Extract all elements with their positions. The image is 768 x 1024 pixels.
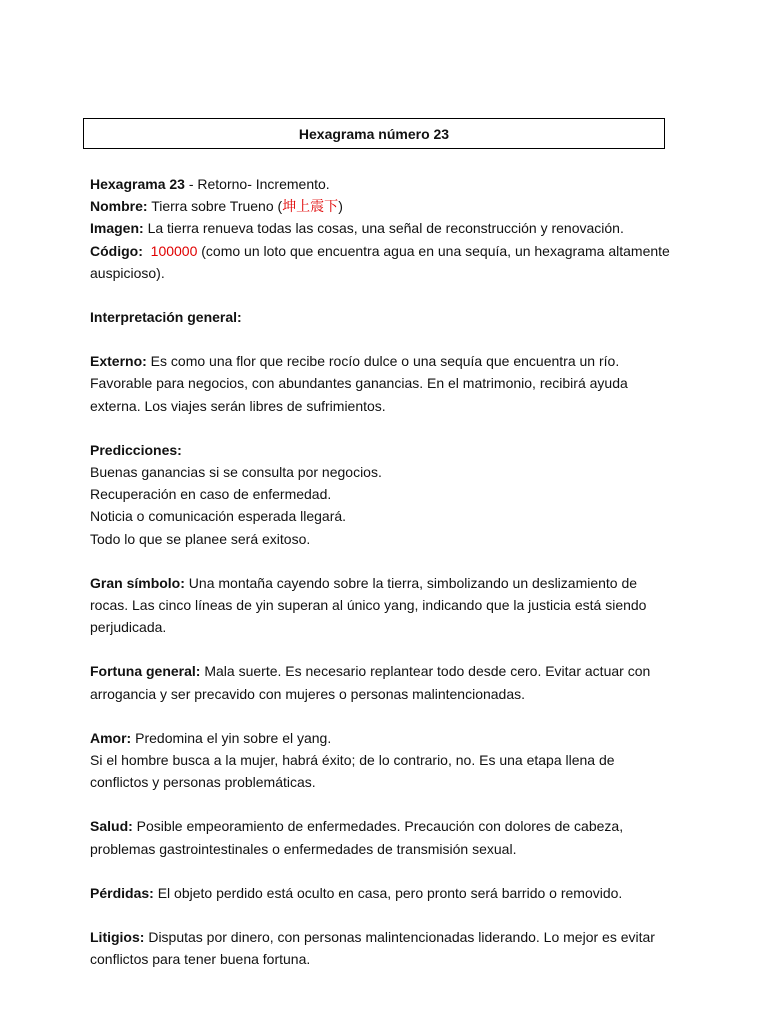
imagen-line xyxy=(90,217,670,239)
nombre-chinese: 坤上震下 xyxy=(282,198,339,215)
litigios-text: Disputas por dinero, con personas malintencionadas liderando. Lo mejor es evitar conflictos para tener buena fortuna. xyxy=(90,929,655,968)
amor-text: Predomina el yin sobre el yang. xyxy=(131,729,332,746)
codigo-value: 100000 xyxy=(150,242,198,259)
gran-simbolo-text: Una montaña cayendo sobre la tierra, simbolizando un deslizamiento de rocas. Las cinco líneas de yin superan al único yang, indicando que la justicia está siendo perjudicada. xyxy=(90,574,647,636)
gran-simbolo-paragraph xyxy=(90,572,670,639)
fortuna-text: Mala suerte. Es necesario replantear todo desde cero. Evitar actuar con arrogancia y ser precavido con mujeres o personas malintencionadas. xyxy=(90,663,651,702)
imagen-text: La tierra renueva todas las cosas, una señal de reconstrucción y renovación. xyxy=(143,220,624,237)
document-body xyxy=(90,173,670,970)
externo-paragraph xyxy=(90,350,670,417)
salud-label: Salud: xyxy=(90,818,133,835)
nombre-line xyxy=(90,195,670,217)
perdidas-paragraph xyxy=(90,882,670,904)
predicciones-label: Predicciones: xyxy=(90,441,182,458)
fortuna-label: Fortuna general: xyxy=(90,663,201,680)
codigo-line xyxy=(90,240,670,284)
predicciones-heading xyxy=(90,439,670,461)
page-title: Hexagrama número 23 xyxy=(298,125,450,142)
nombre-label: Nombre: xyxy=(90,198,148,215)
prediccion-item: Noticia o comunicación esperada llegará. xyxy=(90,508,347,525)
externo-label: Externo: xyxy=(90,353,147,370)
amor-paragraph xyxy=(90,727,670,749)
prediccion-item: Buenas ganancias si se consulta por negocios. xyxy=(90,464,382,481)
codigo-text: (como un loto que encuentra agua en una sequía, un hexagrama altamente auspicioso). xyxy=(90,242,670,281)
hexagrama-label: Hexagrama 23 xyxy=(90,176,185,192)
interpretacion-label: Interpretación general: xyxy=(90,309,242,326)
fortuna-paragraph xyxy=(90,660,670,704)
prediccion-item: Todo lo que se planee será exitoso. xyxy=(90,530,311,547)
title-box xyxy=(83,118,665,149)
nombre-close: ) xyxy=(338,198,343,215)
hexagrama-line xyxy=(90,173,670,195)
amor-label: Amor: xyxy=(90,729,132,746)
salud-text: Posible empeoramiento de enfermedades. Precaución con dolores de cabeza, problemas gastrointestinales o enfermedades de transmisión sexual. xyxy=(90,818,624,857)
hexagrama-text: - Retorno- Incremento. xyxy=(184,176,330,192)
salud-paragraph xyxy=(90,815,670,859)
litigios-label: Litigios: xyxy=(90,929,145,946)
perdidas-text: El objeto perdido está oculto en casa, pero pronto será barrido o removido. xyxy=(153,884,623,901)
externo-text: Es como una flor que recibe rocío dulce o una sequía que encuentra un río. Favorable para negocios, con abundantes ganancias. En el matrimonio, recibirá ayuda externa. Los viajes serán libres de sufrimientos. xyxy=(90,353,628,414)
perdidas-label: Pérdidas: xyxy=(90,884,154,901)
interpretacion-heading xyxy=(90,306,670,328)
prediccion-item: Recuperación en caso de enfermedad. xyxy=(90,486,332,503)
nombre-text: Tierra sobre Trueno ( xyxy=(147,198,283,215)
amor-paragraph-2: Si el hombre busca a la mujer, habrá éxito; de lo contrario, no. Es una etapa llena de conflictos y personas problemáticas. xyxy=(90,752,615,791)
imagen-label: Imagen: xyxy=(90,220,144,237)
codigo-label: Código: xyxy=(90,242,143,259)
litigios-paragraph xyxy=(90,926,670,970)
gran-simbolo-label: Gran símbolo: xyxy=(90,574,185,591)
